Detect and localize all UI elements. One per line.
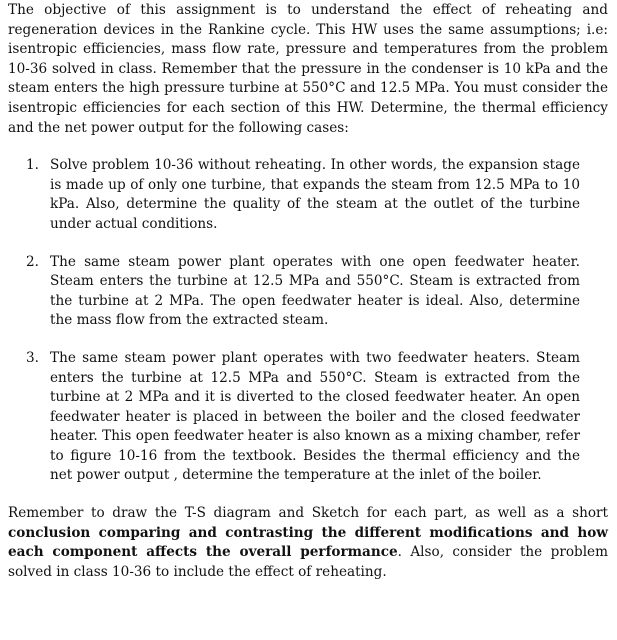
- intro-paragraph: The objective of this assignment is to understand the effect of reheating and regeneration devices in the Rankine cycle. This HW uses the same assumptions; i.e: isentropic efficiencies, mass flow rate, pressure and temperatures from the problem 10-36 solved in class. Remember that the pressure in the condenser is 10 kPa and the steam enters the high pressure turbine at 550°C and 12.5 MPa. You must consider the isentropic efficiencies for each section of this HW. Determine, the thermal efficiency and the net power output for the following cases:: [8, 2, 608, 136]
- closing-text-start: Remember to draw the T-S diagram and Sketch for each part, as well as a short: [8, 505, 608, 522]
- list-item: [8, 349, 608, 486]
- list-item-number: 3.: [26, 349, 39, 366]
- list-item-number: 2.: [26, 253, 39, 270]
- list-item-text: The same steam power plant operates with one open feedwater heater. Steam enters the turbine at 12.5 MPa and 550°C. Steam is extracted from the turbine at 2 MPa. The open feedwater heater is ideal. Also, determine the mass flow from the extracted steam.: [50, 253, 580, 329]
- list-item: [8, 156, 608, 234]
- list-item: [8, 253, 608, 331]
- case-list: [8, 156, 608, 486]
- list-item-text: Solve problem 10-36 without reheating. In other words, the expansion stage is made up of only one turbine, that expands the steam from 12.5 MPa to 10 kPa. Also, determine the quality of the steam at the outlet of the turbine under actual conditions.: [50, 157, 580, 232]
- document-page: [8, 1, 608, 582]
- closing-paragraph: [8, 504, 608, 582]
- list-item-number: 1.: [26, 157, 39, 174]
- closing-bold-text: conclusion comparing and contrasting the different modifications and how each component affects the overall performance: [8, 524, 608, 561]
- list-item-text: The same steam power plant operates with two feedwater heaters. Steam enters the turbine at 12.5 MPa and 550°C. Steam is extracted from the turbine at 2 MPa and it is diverted to the closed feedwater heater. An open feedwater heater is placed in between the boiler and the closed feedwater heater. This open feedwater heater is also known as a mixing chamber, refer to figure 10-16 from the textbook. Besides the thermal efficiency and the net power output , determine the temperature at the inlet of the boiler.: [50, 349, 580, 484]
- closing-text-end: . Also, consider the problem solved in class 10-36 to include the effect of reheating.: [8, 544, 608, 580]
